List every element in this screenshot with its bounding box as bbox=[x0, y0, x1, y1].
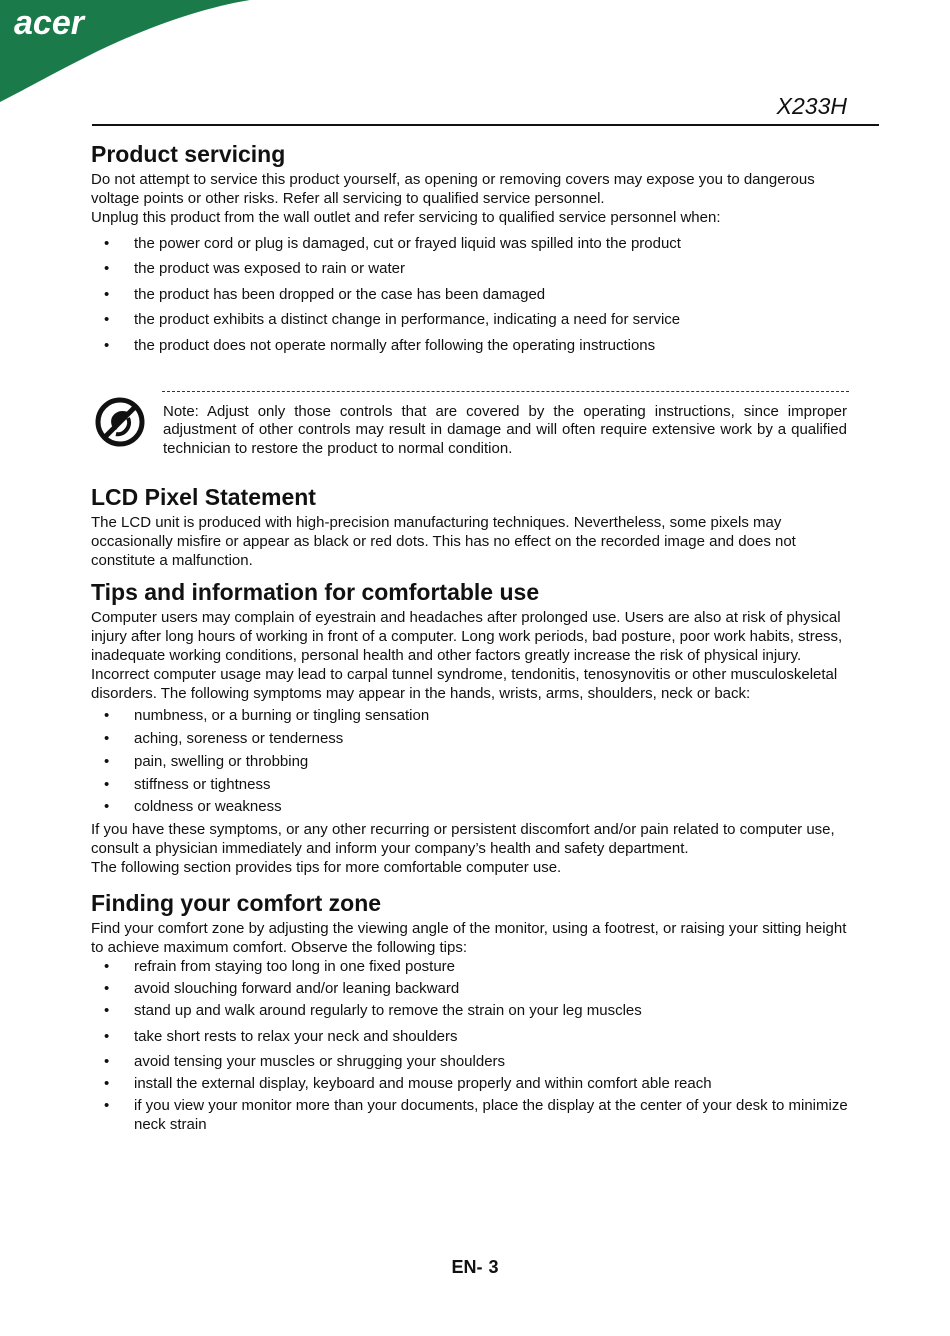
list-item: • if you view your monitor more than your documents, place the display at the center of your desk to minimize neck strain bbox=[104, 1096, 848, 1133]
header-rule bbox=[92, 124, 879, 126]
list-item: • refrain from staying too long in one fixed posture bbox=[104, 958, 456, 976]
list-item: • the product was exposed to rain or water bbox=[104, 260, 405, 277]
acer-logo-text: acer bbox=[14, 4, 84, 42]
heading-product-servicing: Product servicing bbox=[91, 141, 286, 167]
page-number bbox=[0, 1257, 950, 1278]
page-prefix: EN- bbox=[451, 1257, 483, 1277]
list-item: • the product has been dropped or the case has been damaged bbox=[104, 285, 546, 303]
paragraph: Computer users may complain of eyestrain and headaches after prolonged use. Users are also at risk of physical injury after long hours of working in front of a computer. Long work periods, bad posture, poor work habits, stress, inadequate working conditions, personal health and other factors greatly increase the risk of physical injury. bbox=[91, 608, 843, 664]
model-number: X233H bbox=[776, 93, 847, 119]
list-item: • stand up and walk around regularly to remove the strain on your leg muscles bbox=[104, 1002, 642, 1020]
list-item: • avoid slouching forward and/or leaning backward bbox=[104, 980, 460, 998]
list-item: • stiffness or tightness bbox=[104, 775, 271, 793]
page-content bbox=[91, 138, 848, 1134]
list-item: • numbness, or a burning or tingling sensation bbox=[104, 707, 430, 725]
paragraph: Do not attempt to service this product yourself, as opening or removing covers may expose you to dangerous voltage points or other risks. Refer all servicing to qualified service personnel. bbox=[91, 171, 815, 207]
acer-logo bbox=[0, 0, 260, 110]
list-item: • install the external display, keyboard and mouse properly and within comfort able reach bbox=[104, 1074, 712, 1092]
paragraph: The LCD unit is produced with high-precision manufacturing techniques. Nevertheless, some pixels may occasionally misfire or appear as black or red dots. This has no effect on the recorded image and does not constitute a malfunction. bbox=[91, 513, 796, 569]
paragraph: Find your comfort zone by adjusting the viewing angle of the monitor, using a footrest, or raising your sitting height to achieve maximum comfort. Observe the following tips: bbox=[91, 920, 847, 957]
list-item: • avoid tensing your muscles or shrugging your shoulders bbox=[104, 1053, 506, 1071]
paragraph: The following section provides tips for more comfortable computer use. bbox=[91, 859, 562, 877]
note-pen-icon bbox=[94, 396, 146, 448]
list-item: • pain, swelling or throbbing bbox=[104, 752, 309, 770]
paragraph: Unplug this product from the wall outlet and refer servicing to qualified service personnel when: bbox=[91, 209, 721, 226]
heading-tips: Tips and information for comfortable use bbox=[91, 578, 540, 605]
heading-lcd-pixel: LCD Pixel Statement bbox=[91, 483, 316, 510]
servicing-list bbox=[91, 234, 848, 355]
list-item: • coldness or weakness bbox=[104, 798, 282, 816]
list-item: • take short rests to relax your neck and shoulders bbox=[104, 1027, 458, 1045]
heading-comfort-zone: Finding your comfort zone bbox=[91, 890, 382, 917]
comfort-tips-list bbox=[91, 957, 848, 1133]
symptoms-list bbox=[91, 706, 848, 816]
page-num: 3 bbox=[488, 1257, 499, 1277]
list-item: • the product does not operate normally after following the operating instructions bbox=[104, 336, 656, 354]
paragraph: If you have these symptoms, or any other recurring or persistent discomfort and/or pain related to computer use, consult a physician immediately and inform your company’s health and safety department. bbox=[91, 821, 835, 858]
list-item: • the power cord or plug is damaged, cut or frayed liquid was spilled into the product bbox=[104, 234, 681, 252]
paragraph: Incorrect computer usage may lead to carpal tunnel syndrome, tendonitis, tenosynovitis or other musculoskeletal disorders. The following symptoms may appear in the hands, wrists, arms, shoulders, neck or back: bbox=[91, 665, 838, 702]
list-item: • the product exhibits a distinct change in performance, indicating a need for service bbox=[104, 311, 681, 328]
note-text: Note: Adjust only those controls that are covered by the operating instructions, since improper adjustment of other controls may result in damage and will often require extensive work by a qualified technician to restore the product to normal condition. bbox=[163, 402, 847, 457]
note-box bbox=[91, 391, 848, 471]
dashed-divider bbox=[162, 391, 849, 392]
list-item: • aching, soreness or tenderness bbox=[104, 730, 344, 748]
